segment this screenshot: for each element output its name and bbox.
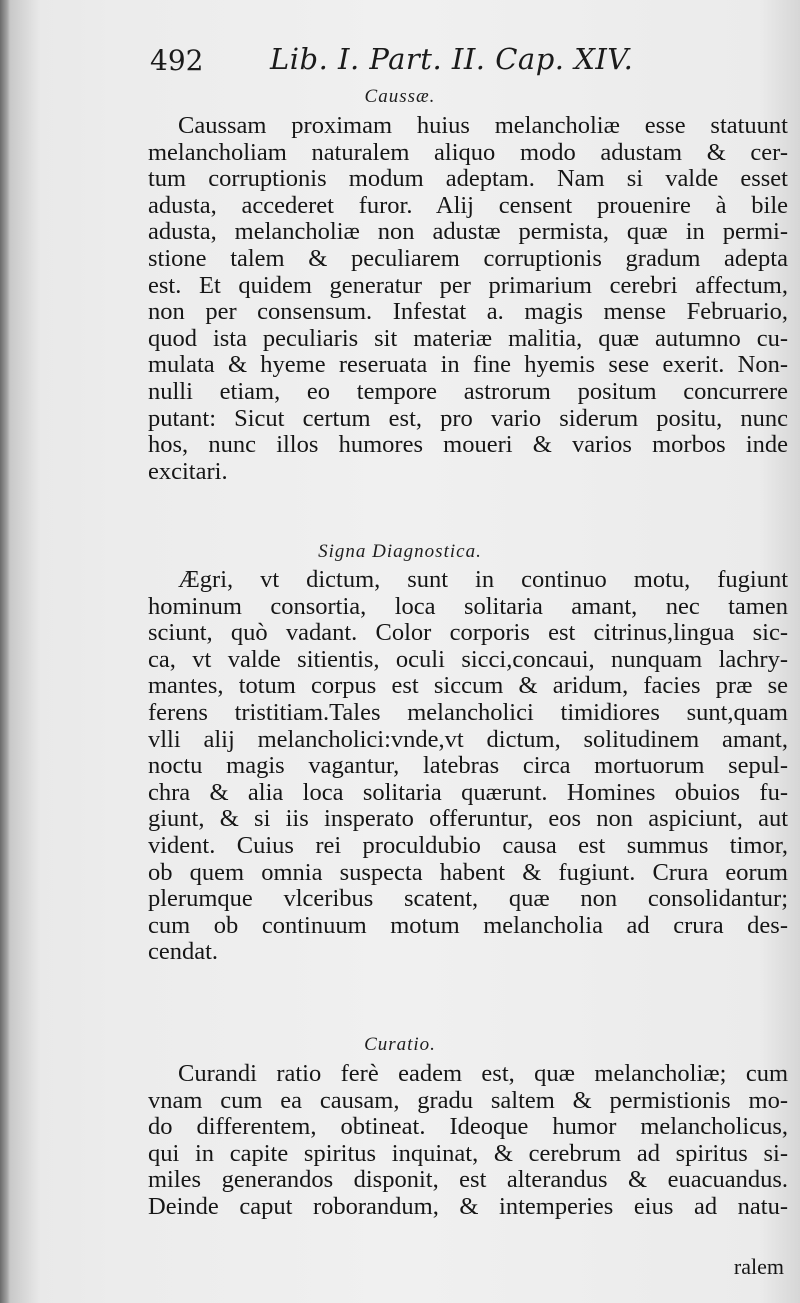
section-heading: Caussæ. [364, 86, 436, 107]
text-line: qui in capite spiritus inquinat, & cerebrum ad spiritus si- [148, 1139, 788, 1167]
text-line: stione talem & peculiarem corruptionis gradum adepta [148, 245, 788, 272]
text-line: Caussam proximam huius melancholiæ esse statuunt [178, 112, 788, 139]
section-heading: Signa Diagnostica. [318, 541, 482, 562]
text-line: non per consensum. Infestat a. magis mense Februario, [148, 298, 788, 326]
text-line: vlli alij melancholici:vnde,vt dictum, solitudinem amant, [148, 725, 788, 753]
text-line: hominum consortia, loca solitaria amant, nec tamen [148, 592, 788, 620]
text-line: giunt, & si iis insperato offeruntur, eos non aspiciunt, aut [148, 805, 788, 833]
text-line: adusta, accederet furor. Alij censent prouenire à bile [148, 191, 788, 219]
text-line: ferens tristitiam.Tales melancholici timidiores sunt,quam [148, 699, 788, 726]
catchword: ralem [733, 1254, 784, 1279]
text-line: ca, vt valde sitientis, oculi sicci,concaui, nunquam lachry- [148, 645, 788, 673]
text-line: Deinde caput roborandum, & intemperies eius ad natu- [148, 1193, 788, 1220]
text-line: vnam cum ea causam, gradu saltem & permistionis mo- [148, 1086, 788, 1114]
text-line: noctu magis vagantur, latebras circa mortuorum sepul- [148, 752, 788, 780]
text-line: mulata & hyeme reseruata in fine hyemis sese exerit. Non- [148, 351, 788, 379]
text-line: vident. Cuius rei proculdubio causa est summus timor, [148, 832, 788, 859]
text-line: cendat. [148, 938, 219, 966]
text-line: nulli etiam, eo tempore astrorum positum concurrere [148, 378, 788, 405]
section-heading: Curatio. [364, 1034, 436, 1055]
text-line: do differentem, obtineat. Ideoque humor melancholicus, [148, 1113, 788, 1141]
text-line: mantes, totum corpus est siccum & aridum, facies præ se [148, 672, 788, 700]
text-line: Curandi ratio ferè eadem est, quæ melancholiæ; cum [178, 1060, 788, 1087]
text-line: plerumque vlceribus scatent, quæ non consolidantur; [148, 885, 788, 913]
text-line: tum corruptionis modum adeptam. Nam si valde esset [148, 165, 788, 193]
running-title: Lib. I. Part. II. Cap. XIV. [270, 42, 634, 76]
text-line: sciunt, quò vadant. Color corporis est citrinus,lingua sic- [148, 619, 788, 647]
text-line: adusta, melancholiæ non adustæ permista, quæ in permi- [148, 218, 788, 246]
text-line: miles generandos disponit, est alterandus & euacuandus. [148, 1166, 788, 1194]
running-head [150, 42, 790, 86]
page-number: 492 [150, 44, 204, 77]
text-line: ob quem omnia suspecta habent & fugiunt. Crura eorum [148, 858, 788, 886]
text-line: hos, nunc illos humores moueri & varios morbos inde [148, 431, 788, 459]
text-line: quod ista peculiaris sit materiæ malitia, quæ autumno cu- [148, 324, 788, 352]
text-line: chra & alia loca solitaria quærunt. Homines obuios fu- [148, 778, 788, 806]
text-line: excitari. [148, 457, 228, 485]
text-line: melancholiam naturalem aliquo modo adustam & cer- [148, 138, 788, 166]
text-line: est. Et quidem generatur per primarium cerebri affectum, [148, 271, 788, 299]
text-line: cum ob continuum motum melancholia ad crura des- [148, 911, 788, 939]
text-line: putant: Sicut certum est, pro vario siderum positu, nunc [148, 404, 788, 432]
text-line: Ægri, vt dictum, sunt in continuo motu, fugiunt [178, 566, 788, 593]
